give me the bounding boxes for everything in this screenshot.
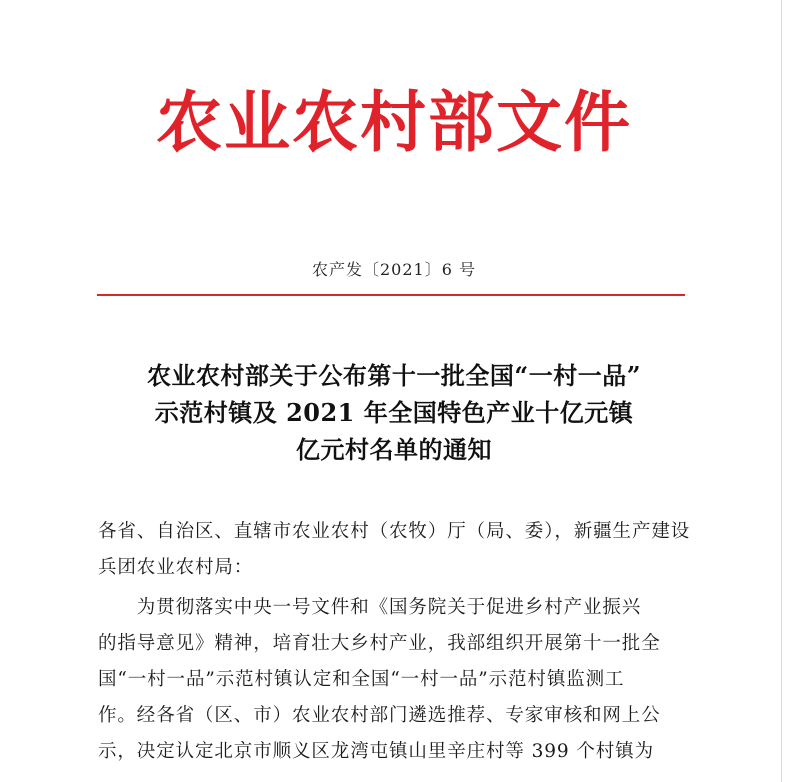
body-paragraph-line: 作。经各省（区、市）农业农村部门遴选推荐、专家审核和网上公 xyxy=(98,705,661,726)
notice-title-line-3: 亿元村名单的通知 xyxy=(296,435,492,464)
document-header-title: 农业农村部文件 xyxy=(156,83,632,161)
document-number: 农产发〔2021〕6 号 xyxy=(312,260,476,279)
body-paragraph-line: 国“一村一品”示范村镇认定和全国“一村一品”示范村镇监测工 xyxy=(98,669,625,690)
body-paragraph-line: 兵团农业农村局： xyxy=(98,557,254,578)
red-divider xyxy=(97,294,685,296)
body-paragraph-line: 为贯彻落实中央一号文件和《国务院关于促进乡村产业振兴 xyxy=(98,597,642,618)
body-paragraph-line: 各省、自治区、直辖市农业农村（农牧）厅（局、委），新疆生产建设 xyxy=(98,521,691,542)
body-paragraph-line: 示，决定认定北京市顺义区龙湾屯镇山里辛庄村等 399 个村镇为 xyxy=(98,741,654,762)
notice-title-line-1: 农业农村部关于公布第十一批全国“一村一品” xyxy=(146,361,642,390)
notice-title-line-2: 示范村镇及 2021 年全国特色产业十亿元镇 xyxy=(154,398,634,427)
body-paragraph-line: 的指导意见》精神，培育壮大乡村产业，我部组织开展第十一批全 xyxy=(98,633,661,654)
